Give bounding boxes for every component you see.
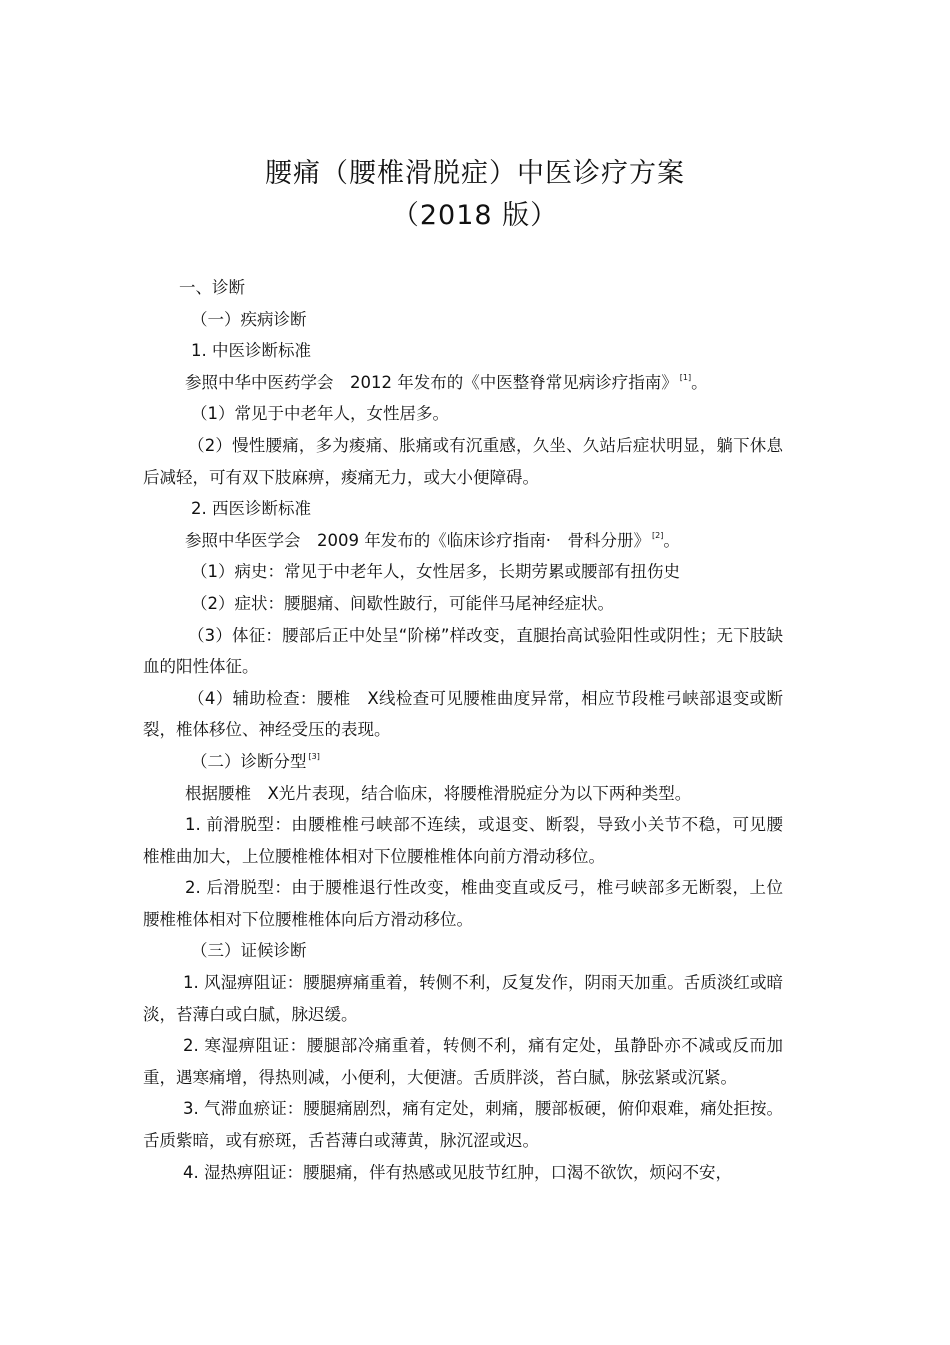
wm-criterion-1: （1）病史：常见于中老年人，女性居多，长期劳累或腰部有扭伤史 — [191, 562, 680, 582]
document-title: 腰痛（腰椎滑脱症）中医诊疗方案 — [265, 158, 685, 189]
tcm-reference-line — [143, 367, 783, 399]
subsection-heading-disease-diagnosis: （一）疾病诊断 — [191, 309, 307, 329]
citation-2: [2] — [651, 530, 664, 540]
citation-3: [3] — [308, 751, 320, 761]
classification-heading-text: （二）诊断分型 — [191, 751, 307, 771]
citation-1: [1] — [679, 372, 692, 382]
section-heading-diagnosis: 一、诊断 — [179, 278, 245, 297]
classification-intro: 根据腰椎 X光片表现，结合临床，将腰椎滑脱症分为以下两种类型。 — [185, 783, 692, 803]
wm-reference-line — [143, 525, 783, 557]
document-body — [143, 272, 783, 1188]
tcm-reference-end: 。 — [691, 372, 708, 392]
syndrome-3: 3. 气滞血瘀证：腰腿痛剧烈，痛有定处，刺痛，腰部板硬，俯仰艰难，痛处拒按。舌质紫暗，或有瘀斑，舌苔薄白或薄黄，脉沉涩或迟。 — [143, 1099, 783, 1151]
syndrome-2: 2. 寒湿痹阻证：腰腿部冷痛重着，转侧不利，痛有定处，虽静卧亦不减或反而加重，遇寒痛增，得热则减，小便利，大便溏。舌质胖淡，苔白腻，脉弦紧或沉紧。 — [143, 1036, 783, 1087]
syndrome-1: 1. 风湿痹阻证：腰腿痹痛重着，转侧不利，反复发作，阴雨天加重。舌质淡红或暗淡，苔薄白或白腻，脉迟缓。 — [143, 973, 783, 1024]
wm-criterion-3: （3）体征：腰部后正中处呈“阶梯”样改变，直腿抬高试验阳性或阴性；无下肢缺血的阳性体征。 — [143, 625, 783, 677]
wm-criterion-2: （2）症状：腰腿痛、间歇性跛行，可能伴马尾神经症状。 — [191, 593, 614, 613]
classification-type-1: 1. 前滑脱型：由腰椎椎弓峡部不连续，或退变、断裂，导致小关节不稳，可见腰椎椎曲加大，上位腰椎椎体相对下位腰椎椎体向前方滑动移位。 — [143, 815, 783, 866]
tcm-criterion-2: （2）慢性腰痛，多为痠痛、胀痛或有沉重感，久坐、久站后症状明显，躺下休息后减轻，可有双下肢麻痹，痠痛无力，或大小便障碍。 — [143, 435, 783, 487]
tcm-reference-text: 参照中华中医药学会 2012 年发布的《中医整脊常见病诊疗指南》 — [185, 372, 678, 392]
wm-reference-text: 参照中华医学会 2009 年发布的《临床诊疗指南· 骨科分册》 — [185, 530, 650, 550]
subsection-heading-syndrome: （三）证候诊断 — [191, 941, 307, 961]
wm-standard-heading: 2. 西医诊断标准 — [191, 499, 311, 519]
tcm-standard-heading: 1. 中医诊断标准 — [191, 341, 311, 361]
wm-reference-end: 。 — [663, 530, 680, 550]
classification-type-2: 2. 后滑脱型：由于腰椎退行性改变，椎曲变直或反弓，椎弓峡部多无断裂，上位腰椎椎体相对下位腰椎椎体向后方滑动移位。 — [143, 878, 783, 929]
document-edition: （2018 版） — [391, 200, 559, 231]
subsection-heading-classification — [143, 746, 783, 778]
syndrome-4: 4. 湿热痹阻证：腰腿痛，伴有热感或见肢节红肿，口渴不欲饮，烦闷不安， — [183, 1162, 732, 1182]
wm-criterion-4: （4）辅助检查：腰椎 X线检查可见腰椎曲度异常，相应节段椎弓峡部退变或断裂，椎体移位、神经受压的表现。 — [143, 688, 783, 740]
tcm-criterion-1: （1）常见于中老年人，女性居多。 — [191, 404, 449, 424]
